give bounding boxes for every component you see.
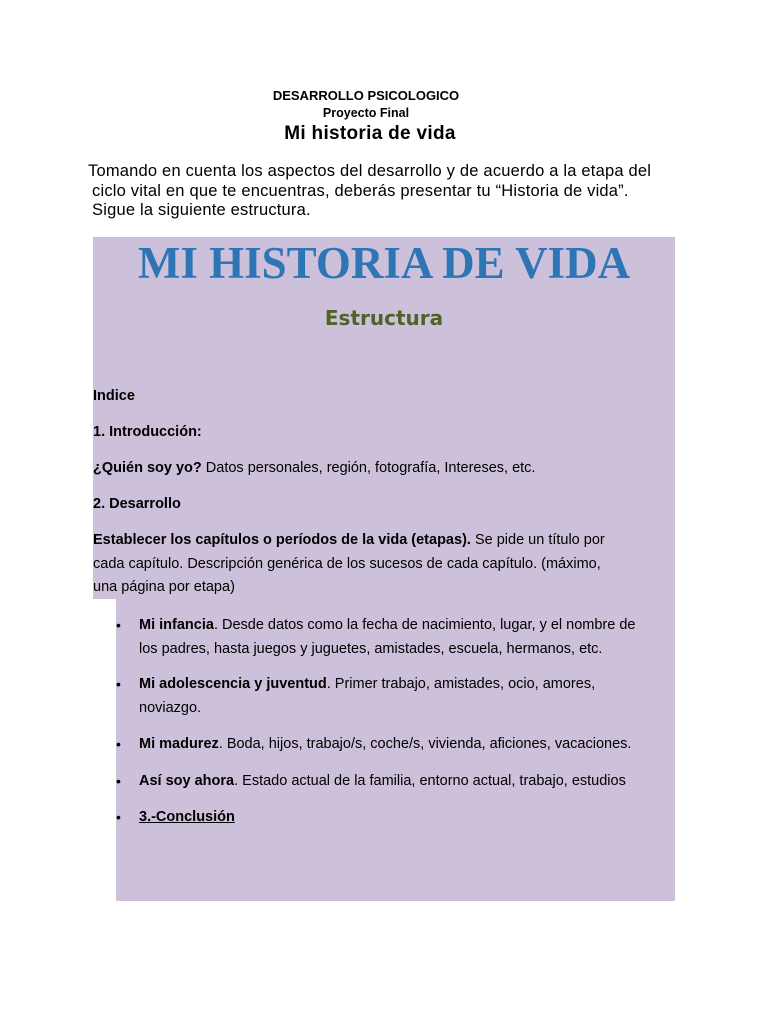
- intro-line-1: Tomando en cuenta los aspectos del desarrollo y de acuerdo a la etapa del: [88, 162, 652, 180]
- panel-subtitle: Estructura: [324, 306, 444, 330]
- quien-soy-yo-text: Datos personales, región, fotografía, Intereses, etc.: [201, 460, 536, 476]
- list-item: [116, 733, 636, 757]
- indice-heading: Indice: [93, 388, 135, 404]
- life-stages-list: [116, 614, 636, 830]
- capitulos-label: Establecer los capítulos o períodos de la vida (etapas).: [93, 532, 471, 548]
- stage-label: Mi madurez: [139, 736, 219, 752]
- stage-text: . Estado actual de la familia, entorno actual, trabajo, estudios: [234, 772, 626, 789]
- bullet-icon: •: [116, 809, 121, 825]
- stage-label: Mi infancia: [139, 617, 214, 633]
- list-item: [116, 770, 636, 794]
- intro-paragraph: [88, 162, 688, 221]
- stage-text: . Boda, hijos, trabajo/s, coche/s, vivienda, aficiones, vacaciones.: [218, 736, 632, 752]
- stage-label: Mi adolescencia y juventud: [139, 676, 327, 692]
- capitulos-text-2: cada capítulo. Descripción genérica de los sucesos de cada capítulo. (máximo,: [93, 555, 601, 572]
- bullet-icon: •: [116, 676, 121, 692]
- stage-text: . Primer trabajo, amistades, ocio, amores, noviazgo.: [139, 676, 596, 716]
- list-item: [116, 673, 636, 720]
- quien-soy-yo-label: ¿Quién soy yo?: [93, 460, 202, 476]
- section-desarrollo: 2. Desarrollo: [93, 496, 181, 512]
- intro-line-3: Sigue la siguiente estructura.: [92, 201, 311, 219]
- list-item: [116, 806, 636, 830]
- bullet-icon: •: [116, 617, 121, 633]
- capitulos-text-1: Se pide un título por: [470, 532, 605, 548]
- stage-label: Así soy ahora: [139, 772, 235, 789]
- quien-soy-yo-line: [93, 457, 535, 480]
- stage-text: . Desde datos como la fecha de nacimiento, lugar, y el nombre de los padres, hasta juegos y juguetes, amistades, escuela, hermanos, etc.: [139, 617, 636, 657]
- bullet-icon: •: [116, 772, 121, 789]
- conclusion-heading: 3.-Conclusión: [139, 809, 235, 825]
- capitulos-paragraph: [93, 529, 673, 600]
- document-title: Mi historia de vida: [284, 123, 456, 144]
- panel-title: MI HISTORIA DE VIDA: [137, 238, 631, 288]
- intro-line-2: ciclo vital en que te encuentras, deberás presentar tu “Historia de vida”.: [92, 181, 629, 200]
- project-label: Proyecto Final: [322, 106, 410, 120]
- section-introduction: 1. Introducción:: [93, 424, 202, 440]
- capitulos-text-3: una página por etapa): [93, 579, 235, 595]
- course-name: DESARROLLO PSICOLOGICO: [272, 88, 460, 103]
- bullet-icon: •: [116, 736, 121, 752]
- list-item: [116, 614, 636, 661]
